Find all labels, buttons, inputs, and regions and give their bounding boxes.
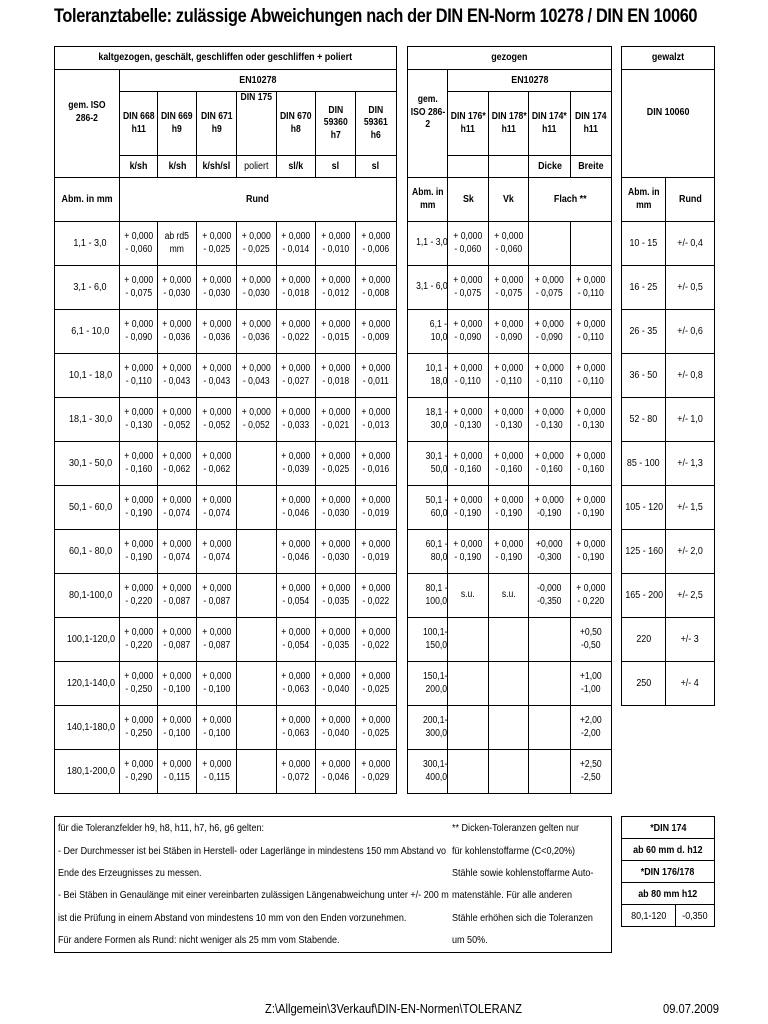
row-dimension-drawn: 10,1 - 18,0 (407, 354, 448, 398)
drawn-tolerance-cell: +0,50 -0,50 (571, 618, 612, 662)
code-din-668: k/sh (119, 156, 158, 178)
rolled-dimension: 165 - 200 (621, 574, 666, 618)
rolled-dimension: 220 (621, 618, 666, 662)
flach-label: Flach ** (529, 178, 611, 222)
rolled-dimension: 52 - 80 (621, 398, 666, 442)
cold-tolerance-cell: + 0,000 - 0,052 (196, 398, 237, 442)
norm-drawn: EN10278 (448, 70, 611, 92)
cold-tolerance-cell: + 0,000 - 0,046 (276, 486, 315, 530)
cold-tolerance-cell: + 0,000 - 0,022 (276, 310, 315, 354)
drawn-tolerance-cell (529, 706, 571, 750)
cold-tolerance-cell: + 0,000 - 0,029 (356, 750, 397, 794)
table-row (55, 222, 715, 266)
col-din-668: DIN 668 h11 (119, 92, 158, 156)
row-dimension: 3,1 - 6,0 (55, 266, 120, 310)
abm-label-2: Abm. in mm (407, 178, 448, 222)
row-dimension: 120,1-140,0 (55, 662, 120, 706)
drawn-tolerance-cell (448, 662, 489, 706)
vk-label: Vk (488, 178, 529, 222)
cold-tolerance-cell: + 0,000 - 0,110 (119, 354, 158, 398)
cold-tolerance-cell: + 0,000 - 0,060 (119, 222, 158, 266)
col-din-669: DIN 669 h9 (158, 92, 197, 156)
cold-tolerance-cell: + 0,000 - 0,052 (158, 398, 197, 442)
drawn-tolerance-cell: + 0,000 - 0,130 (529, 398, 571, 442)
rund-label: Rund (119, 178, 396, 222)
cold-tolerance-cell (237, 574, 277, 618)
drawn-tolerance-cell (529, 222, 571, 266)
cold-tolerance-cell: + 0,000 - 0,030 (196, 266, 237, 310)
col-din-59360: DIN 59360 h7 (315, 92, 356, 156)
drawn-tolerance-cell: + 0,000 - 0,160 (529, 442, 571, 486)
drawn-tolerance-cell: + 0,000 - 0,060 (488, 222, 529, 266)
cold-tolerance-cell (237, 530, 277, 574)
cold-tolerance-cell: + 0,000 - 0,130 (119, 398, 158, 442)
drawn-tolerance-cell: +2,00 -2,00 (571, 706, 612, 750)
col-din-670: DIN 670 h8 (276, 92, 315, 156)
col-din-671: DIN 671 h9 (196, 92, 237, 156)
abm-label-3: Abm. in mm (621, 178, 666, 222)
rolled-tolerance: +/- 2,0 (666, 530, 715, 574)
col-din-59361: DIN 59361 h6 (356, 92, 397, 156)
drawn-tolerance-cell: + 0,000 - 0,110 (529, 354, 571, 398)
note-right-line: für kohlenstoffarme (C<0,20%) (452, 845, 576, 857)
cold-tolerance-cell: + 0,000 - 0,250 (119, 662, 158, 706)
cold-tolerance-cell: + 0,000 - 0,011 (356, 354, 397, 398)
rolled-tolerance (666, 750, 715, 794)
rolled-dimension (621, 750, 666, 794)
table-row (55, 486, 715, 530)
rolled-dimension: 10 - 15 (621, 222, 666, 266)
rolled-tolerance: +/- 2,5 (666, 574, 715, 618)
side-din-174-rule: ab 60 mm d. h12 (622, 839, 715, 861)
row-dimension-drawn: 18,1 - 30,0 (407, 398, 448, 442)
side-din-176-178-rule: ab 80 mm h12 (622, 883, 715, 905)
drawn-tolerance-cell (448, 706, 489, 750)
cold-tolerance-cell: + 0,000 - 0,025 (315, 442, 356, 486)
note-line: Für andere Formen als Rund: nicht weniger als 25 mm vom Stabende. (58, 934, 340, 946)
cold-tolerance-cell: + 0,000 - 0,250 (119, 706, 158, 750)
code-din-59361: sl (356, 156, 397, 178)
cold-tolerance-cell: + 0,000 - 0,040 (315, 706, 356, 750)
rolled-tolerance: +/- 1,3 (666, 442, 715, 486)
row-dimension-drawn: 50,1 - 60,0 (407, 486, 448, 530)
drawn-tolerance-cell (529, 618, 571, 662)
drawn-tolerance-cell: +1,00 -1,00 (571, 662, 612, 706)
table-row (55, 442, 715, 486)
drawn-tolerance-cell (488, 750, 529, 794)
cold-tolerance-cell: + 0,000 - 0,009 (356, 310, 397, 354)
rolled-tolerance: +/- 0,5 (666, 266, 715, 310)
drawn-tolerance-cell (488, 706, 529, 750)
table-row (55, 662, 715, 706)
drawn-tolerance-cell: + 0,000 - 0,110 (571, 354, 612, 398)
cold-tolerance-cell: + 0,000 - 0,012 (315, 266, 356, 310)
table-row (55, 354, 715, 398)
cold-tolerance-cell: + 0,000 - 0,035 (315, 618, 356, 662)
drawn-tolerance-cell: + 0,000 - 0,190 (571, 530, 612, 574)
cold-tolerance-cell: + 0,000 - 0,075 (119, 266, 158, 310)
group-cold-header: kaltgezogen, geschält, geschliffen oder geschliffen + poliert (55, 47, 397, 70)
table-row (55, 618, 715, 662)
cold-tolerance-cell: + 0,000 - 0,018 (315, 354, 356, 398)
side-din-174: *DIN 174 (622, 817, 715, 839)
norm-cold: EN10278 (119, 70, 396, 92)
cold-tolerance-cell: + 0,000 - 0,019 (356, 530, 397, 574)
cold-tolerance-cell: + 0,000 - 0,190 (119, 530, 158, 574)
col-din-174-star: DIN 174* h11 (529, 92, 571, 156)
row-dimension-drawn: 1,1 - 3,0 (407, 222, 448, 266)
note-line: ist die Prüfung in einem Abstand von mindestens 10 mm von den Enden vorzunehmen. (58, 912, 407, 924)
cold-tolerance-cell: + 0,000 - 0,062 (196, 442, 237, 486)
rolled-tolerance: +/- 4 (666, 662, 715, 706)
table-row (55, 750, 715, 794)
cold-tolerance-cell: + 0,000 - 0,036 (158, 310, 197, 354)
cold-tolerance-cell: + 0,000 - 0,052 (237, 398, 277, 442)
cold-tolerance-cell: + 0,000 - 0,054 (276, 574, 315, 618)
drawn-tolerance-cell (448, 618, 489, 662)
note-right-line: Stähle sowie kohlenstoffarme Auto- (452, 867, 594, 879)
drawn-tolerance-cell: +2,50 -2,50 (571, 750, 612, 794)
drawn-tolerance-cell (571, 222, 612, 266)
cold-tolerance-cell: + 0,000 - 0,074 (196, 530, 237, 574)
din-174-176-note-box (621, 816, 715, 927)
cold-tolerance-cell: + 0,000 - 0,030 (315, 486, 356, 530)
row-dimension: 140,1-180,0 (55, 706, 120, 750)
row-dimension: 80,1-100,0 (55, 574, 120, 618)
table-row (55, 530, 715, 574)
col-din-175: DIN 175 (237, 92, 277, 156)
cold-tolerance-cell: + 0,000 - 0,220 (119, 574, 158, 618)
sk-label: Sk (448, 178, 489, 222)
row-dimension: 18,1 - 30,0 (55, 398, 120, 442)
cold-tolerance-cell: + 0,000 - 0,074 (158, 486, 197, 530)
code-din-175: poliert (237, 156, 277, 178)
row-dimension: 30,1 - 50,0 (55, 442, 120, 486)
footer-file-path: Z:\Allgemein\3Verkauf\DIN-EN-Normen\TOLERANZ (265, 1001, 523, 1016)
drawn-tolerance-cell: + 0,000 - 0,090 (488, 310, 529, 354)
cold-tolerance-cell: + 0,000 - 0,087 (158, 618, 197, 662)
note-right-line: Stähle erhöhen sich die Toleranzen (452, 912, 593, 924)
cold-tolerance-cell: + 0,000 - 0,054 (276, 618, 315, 662)
drawn-tolerance-cell (488, 662, 529, 706)
cold-tolerance-cell: + 0,000 - 0,013 (356, 398, 397, 442)
rolled-dimension (621, 706, 666, 750)
cold-tolerance-cell: + 0,000 - 0,115 (158, 750, 197, 794)
cold-tolerance-cell (237, 618, 277, 662)
drawn-tolerance-cell: + 0,000 - 0,060 (448, 222, 489, 266)
row-dimension: 50,1 - 60,0 (55, 486, 120, 530)
cold-tolerance-cell: + 0,000 - 0,100 (158, 662, 197, 706)
col-din-178: DIN 178* h11 (488, 92, 529, 156)
drawn-tolerance-cell (488, 618, 529, 662)
side-tolerance: -0,350 (675, 905, 714, 927)
row-dimension: 6,1 - 10,0 (55, 310, 120, 354)
cold-tolerance-cell: + 0,000 - 0,190 (119, 486, 158, 530)
rolled-tolerance: +/- 0,6 (666, 310, 715, 354)
cold-tolerance-cell: + 0,000 - 0,015 (315, 310, 356, 354)
note-line: - Bei Stäben in Genaulänge mit einer vereinbarten zulässigen Längenabweichung unter +/- 200 m (58, 889, 449, 901)
notes-box (54, 816, 612, 953)
rolled-tolerance: +/- 0,4 (666, 222, 715, 266)
drawn-tolerance-cell: + 0,000 - 0,190 (571, 486, 612, 530)
tolerance-table (54, 46, 715, 794)
cold-tolerance-cell: + 0,000 - 0,290 (119, 750, 158, 794)
cold-tolerance-cell (237, 750, 277, 794)
rolled-dimension: 16 - 25 (621, 266, 666, 310)
drawn-tolerance-cell: + 0,000 - 0,110 (448, 354, 489, 398)
cold-tolerance-cell: + 0,000 - 0,100 (196, 706, 237, 750)
code-breite: Breite (571, 156, 612, 178)
row-dimension-drawn: 6,1 - 10,0 (407, 310, 448, 354)
cold-tolerance-cell: + 0,000 - 0,160 (119, 442, 158, 486)
note-line: Ende des Erzeugnisses zu messen. (58, 867, 202, 879)
cold-tolerance-cell (237, 706, 277, 750)
drawn-tolerance-cell: + 0,000 - 0,075 (448, 266, 489, 310)
row-dimension-drawn: 80,1 - 100,0 (407, 574, 448, 618)
drawn-tolerance-cell: + 0,000 - 0,075 (529, 266, 571, 310)
rolled-dimension: 125 - 160 (621, 530, 666, 574)
rund-label-2: Rund (666, 178, 715, 222)
drawn-tolerance-cell: s.u. (448, 574, 489, 618)
rolled-tolerance: +/- 0,8 (666, 354, 715, 398)
cold-tolerance-cell: + 0,000 - 0,010 (315, 222, 356, 266)
gem-iso-label: gem. ISO 286-2 (55, 70, 120, 156)
row-dimension-drawn: 30,1 - 50,0 (407, 442, 448, 486)
abm-label: Abm. in mm (55, 178, 120, 222)
cold-tolerance-cell: + 0,000 - 0,016 (356, 442, 397, 486)
drawn-tolerance-cell: + 0,000 - 0,130 (571, 398, 612, 442)
rolled-dimension: 85 - 100 (621, 442, 666, 486)
cold-tolerance-cell: ab rd5 mm (158, 222, 197, 266)
cold-tolerance-cell: + 0,000 - 0,074 (196, 486, 237, 530)
col-din-176: DIN 176* h11 (448, 92, 489, 156)
gem-iso-spacer (55, 156, 120, 178)
row-dimension-drawn: 150,1- 200,0 (407, 662, 448, 706)
note-line: für die Toleranzfelder h9, h8, h11, h7, h6, g6 gelten: (58, 822, 264, 834)
cold-tolerance-cell: + 0,000 - 0,090 (119, 310, 158, 354)
row-dimension-drawn: 200,1- 300,0 (407, 706, 448, 750)
cold-tolerance-cell: + 0,000 - 0,025 (196, 222, 237, 266)
cold-tolerance-cell: + 0,000 - 0,022 (356, 574, 397, 618)
cold-tolerance-cell: + 0,000 - 0,100 (196, 662, 237, 706)
gem-iso-2-spacer (407, 156, 448, 178)
row-dimension-drawn: 60,1 - 80,0 (407, 530, 448, 574)
cold-tolerance-cell (237, 486, 277, 530)
cold-tolerance-cell: + 0,000 - 0,087 (196, 618, 237, 662)
cold-tolerance-cell: + 0,000 - 0,036 (237, 310, 277, 354)
cold-tolerance-cell: + 0,000 - 0,006 (356, 222, 397, 266)
rolled-tolerance: +/- 1,5 (666, 486, 715, 530)
drawn-tolerance-cell: + 0,000 - 0,160 (488, 442, 529, 486)
drawn-tolerance-cell: + 0,000 - 0,190 (488, 530, 529, 574)
col-din-174: DIN 174 h11 (571, 92, 612, 156)
cold-tolerance-cell: + 0,000 - 0,027 (276, 354, 315, 398)
cold-tolerance-cell: + 0,000 - 0,014 (276, 222, 315, 266)
cold-tolerance-cell: + 0,000 - 0,043 (158, 354, 197, 398)
cold-tolerance-cell: + 0,000 - 0,025 (356, 662, 397, 706)
drawn-tolerance-cell (529, 750, 571, 794)
cold-tolerance-cell: + 0,000 - 0,062 (158, 442, 197, 486)
drawn-tolerance-cell: + 0,000 - 0,090 (448, 310, 489, 354)
cold-tolerance-cell: + 0,000 - 0,033 (276, 398, 315, 442)
page-title: Toleranztabelle: zulässige Abweichungen nach der DIN EN-Norm 10278 / DIN EN 10060 (54, 6, 698, 27)
cold-tolerance-cell: + 0,000 - 0,046 (276, 530, 315, 574)
row-dimension-drawn: 300,1- 400,0 (407, 750, 448, 794)
rolled-dimension: 26 - 35 (621, 310, 666, 354)
row-dimension: 1,1 - 3,0 (55, 222, 120, 266)
side-range: 80,1-120 (622, 905, 676, 927)
cold-tolerance-cell: + 0,000 - 0,021 (315, 398, 356, 442)
drawn-tolerance-cell: + 0,000 - 0,160 (571, 442, 612, 486)
code-din-671: k/sh/sl (196, 156, 237, 178)
drawn-tolerance-cell: + 0,000 - 0,160 (448, 442, 489, 486)
row-dimension: 100,1-120,0 (55, 618, 120, 662)
rolled-tolerance: +/- 3 (666, 618, 715, 662)
drawn-tolerance-cell: +0,000 -0,300 (529, 530, 571, 574)
cold-tolerance-cell: + 0,000 - 0,043 (237, 354, 277, 398)
cold-tolerance-cell: + 0,000 - 0,030 (315, 530, 356, 574)
code-din-178 (488, 156, 529, 178)
note-right-line: ** Dicken-Toleranzen gelten nur (452, 822, 579, 834)
table-row (55, 398, 715, 442)
cold-tolerance-cell (237, 442, 277, 486)
cold-tolerance-cell: + 0,000 - 0,087 (158, 574, 197, 618)
cold-tolerance-cell: + 0,000 - 0,035 (315, 574, 356, 618)
cold-tolerance-cell: + 0,000 - 0,072 (276, 750, 315, 794)
cold-tolerance-cell: + 0,000 - 0,040 (315, 662, 356, 706)
note-line: - Der Durchmesser ist bei Stäben in Herstell- oder Lagerlänge in mindestens 150 mm Abstand vo (58, 845, 446, 857)
cold-tolerance-cell: + 0,000 - 0,039 (276, 442, 315, 486)
group-drawn-header: gezogen (407, 47, 611, 70)
rolled-tolerance (666, 706, 715, 750)
table-row (55, 574, 715, 618)
gem-iso-label-2: gem. ISO 286- 2 (407, 70, 448, 156)
code-dicke: Dicke (529, 156, 571, 178)
cold-tolerance-cell: + 0,000 - 0,063 (276, 706, 315, 750)
cold-tolerance-cell: + 0,000 - 0,030 (237, 266, 277, 310)
drawn-tolerance-cell: + 0,000 - 0,110 (488, 354, 529, 398)
cold-tolerance-cell: + 0,000 - 0,087 (196, 574, 237, 618)
drawn-tolerance-cell: + 0,000 - 0,090 (529, 310, 571, 354)
code-din-59360: sl (315, 156, 356, 178)
table-row (55, 706, 715, 750)
table-row (55, 310, 715, 354)
cold-tolerance-cell: + 0,000 - 0,019 (356, 486, 397, 530)
footer-date: 09.07.2009 (663, 1001, 719, 1016)
cold-tolerance-cell (237, 662, 277, 706)
drawn-tolerance-cell: + 0,000 - 0,130 (488, 398, 529, 442)
drawn-tolerance-cell: + 0,000 - 0,190 (488, 486, 529, 530)
cold-tolerance-cell: + 0,000 - 0,046 (315, 750, 356, 794)
code-din-670: sl/k (276, 156, 315, 178)
row-dimension-drawn: 100,1- 150,0 (407, 618, 448, 662)
drawn-tolerance-cell: -0,000 -0,350 (529, 574, 571, 618)
drawn-tolerance-cell: + 0,000 - 0,110 (571, 266, 612, 310)
cold-tolerance-cell: + 0,000 - 0,008 (356, 266, 397, 310)
side-din-176-178: *DIN 176/178 (622, 861, 715, 883)
drawn-tolerance-cell: + 0,000 - 0,110 (571, 310, 612, 354)
cold-tolerance-cell: + 0,000 - 0,030 (158, 266, 197, 310)
drawn-tolerance-cell: + 0,000 - 0,220 (571, 574, 612, 618)
code-din-176 (448, 156, 489, 178)
drawn-tolerance-cell (529, 662, 571, 706)
cold-tolerance-cell: + 0,000 - 0,115 (196, 750, 237, 794)
row-dimension-drawn: 3,1 - 6,0 (407, 266, 448, 310)
drawn-tolerance-cell: + 0,000 - 0,190 (448, 530, 489, 574)
cold-tolerance-cell: + 0,000 - 0,022 (356, 618, 397, 662)
drawn-tolerance-cell: + 0,000 - 0,130 (448, 398, 489, 442)
note-right-line: um 50%. (452, 934, 488, 946)
row-dimension: 60,1 - 80,0 (55, 530, 120, 574)
code-din-669: k/sh (158, 156, 197, 178)
row-dimension: 180,1-200,0 (55, 750, 120, 794)
drawn-tolerance-cell: + 0,000 -0,190 (529, 486, 571, 530)
cold-tolerance-cell: + 0,000 - 0,100 (158, 706, 197, 750)
rolled-dimension: 250 (621, 662, 666, 706)
rolled-dimension: 105 - 120 (621, 486, 666, 530)
rolled-tolerance: +/- 1,0 (666, 398, 715, 442)
drawn-tolerance-cell (448, 750, 489, 794)
cold-tolerance-cell: + 0,000 - 0,220 (119, 618, 158, 662)
cold-tolerance-cell: + 0,000 - 0,036 (196, 310, 237, 354)
cold-tolerance-cell: + 0,000 - 0,043 (196, 354, 237, 398)
note-right-line: matenstähle. Für alle anderen (452, 889, 572, 901)
cold-tolerance-cell: + 0,000 - 0,025 (356, 706, 397, 750)
group-rolled-header: gewalzt (621, 47, 714, 70)
drawn-tolerance-cell: + 0,000 - 0,190 (448, 486, 489, 530)
row-dimension: 10,1 - 18,0 (55, 354, 120, 398)
cold-tolerance-cell: + 0,000 - 0,018 (276, 266, 315, 310)
din-10060-spacer (621, 156, 714, 178)
din-10060-label: DIN 10060 (621, 70, 714, 156)
drawn-tolerance-cell: + 0,000 - 0,075 (488, 266, 529, 310)
drawn-tolerance-cell: s.u. (488, 574, 529, 618)
cold-tolerance-cell: + 0,000 - 0,074 (158, 530, 197, 574)
cold-tolerance-cell: + 0,000 - 0,025 (237, 222, 277, 266)
rolled-dimension: 36 - 50 (621, 354, 666, 398)
cold-tolerance-cell: + 0,000 - 0,063 (276, 662, 315, 706)
table-row (55, 266, 715, 310)
